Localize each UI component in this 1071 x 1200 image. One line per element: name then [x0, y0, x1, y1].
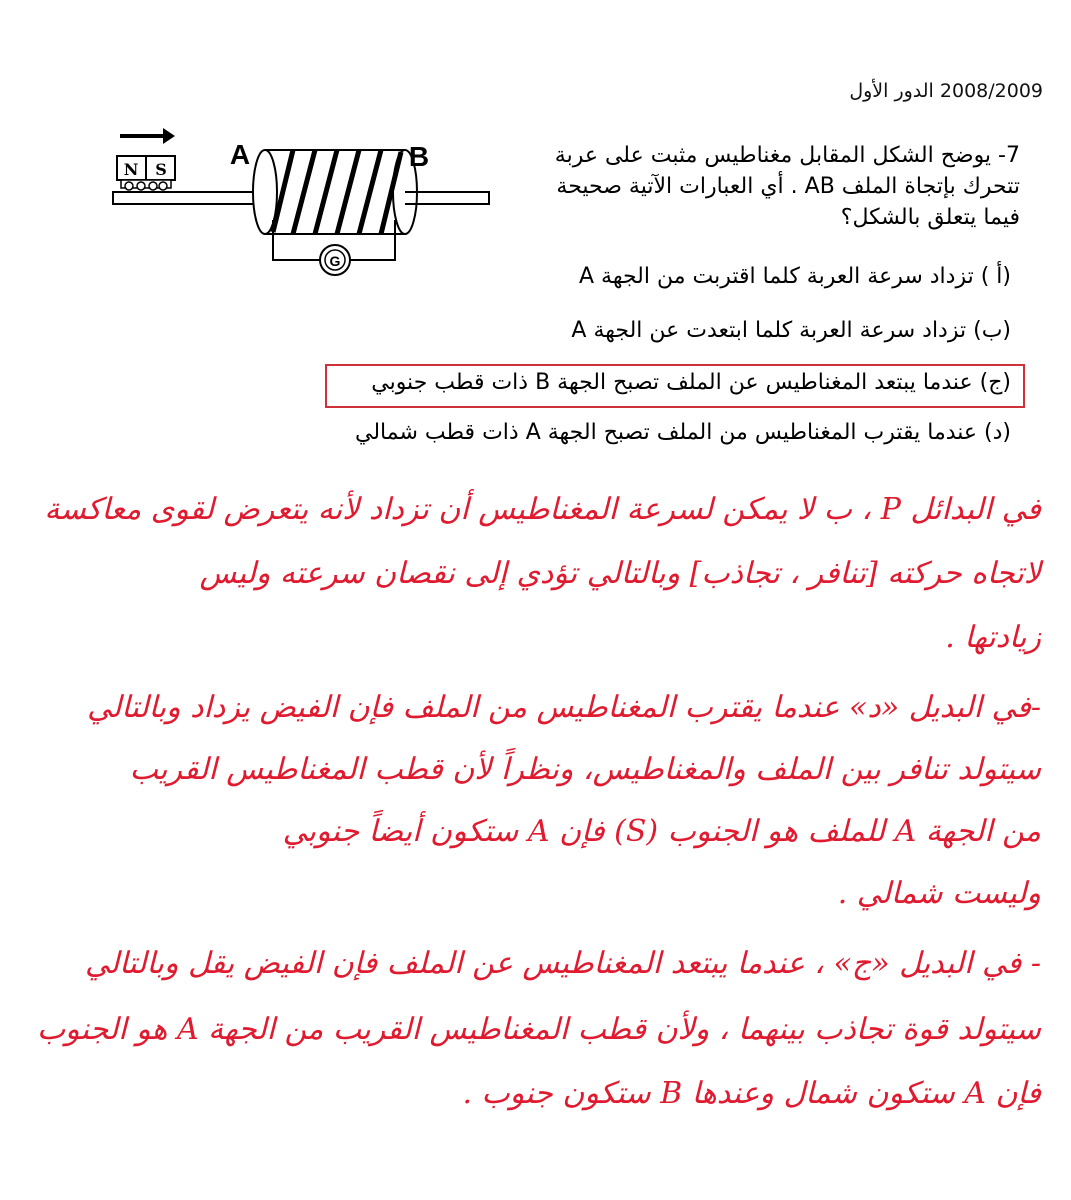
note-2-line-1: -في البديل «د» عندما يقترب المغناطيس من الملف فإن الفيض يزداد وبالتالي [87, 690, 1041, 725]
note-2-line-3: من الجهة A للملف هو الجنوب (S) فإن A ستكون أيضاً جنوبي [282, 814, 1041, 849]
question-stem: 7- يوضح الشكل المقابل مغناطيس مثبت على عربة تتحرك بإتجاة الملف AB . أي العبارات الآتية صحيحة فيما يتعلق بالشكل؟ [554, 143, 1020, 230]
note-3-line-2: سيتولد قوة تجاذب بينهما ، ولأن قطب المغناطيس القريب من الجهة A هو الجنوب [36, 1012, 1041, 1047]
solenoid-coil [253, 150, 417, 234]
magnet-s-label: S [155, 160, 167, 179]
option-d: (د) عندما يقترب المغناطيس من الملف تصبح الجهة A ذات قطب شمالي [355, 420, 1011, 445]
option-a: (أ ) تزداد سرعة العربة كلما اقتربت من الجهة A [578, 264, 1011, 289]
magnet-n-label: N [123, 160, 139, 179]
coil-magnet-diagram [105, 120, 505, 290]
note-3-line-1: - في البديل «ج» ، عندما يبتعد المغناطيس عن الملف فإن الفيض يقل وبالتالي [84, 946, 1041, 981]
option-b: (ب) تزداد سرعة العربة كلما ابتعدت عن الجهة A [571, 318, 1011, 343]
galvanometer-label: G [329, 253, 341, 269]
option-c: (ج) عندما يبتعد المغناطيس عن الملف تصبح الجهة B ذات قطب جنوبي [371, 370, 1011, 395]
right-arrow-icon [120, 128, 175, 144]
note-1-line-2: لاتجاه حركته [تنافر ، تجاذب] وبالتالي تؤدي إلى نقصان سرعته وليس [199, 556, 1041, 591]
note-1-line-3: زيادتها . [945, 620, 1041, 655]
coil-end-a-label: A [229, 139, 251, 170]
note-1-line-1: في البدائل P ، ب لا يمكن لسرعة المغناطيس أن تزداد لأنه يتعرض لقوى معاكسة [44, 492, 1041, 527]
note-2-line-4: وليست شمالي . [837, 876, 1041, 911]
note-2-line-2: سيتولد تنافر بين الملف والمغناطيس، ونظراً لأن قطب المغناطيس القريب [129, 752, 1041, 787]
exam-session-header: 2008/2009 الدور الأول [849, 80, 1043, 102]
coil-end-b-label: B [408, 141, 430, 172]
galvanometer [320, 245, 350, 275]
magnet-cart [117, 156, 175, 190]
note-3-line-3: فإن A ستكون شمال وعندها B ستكون جنوب . [462, 1076, 1041, 1111]
